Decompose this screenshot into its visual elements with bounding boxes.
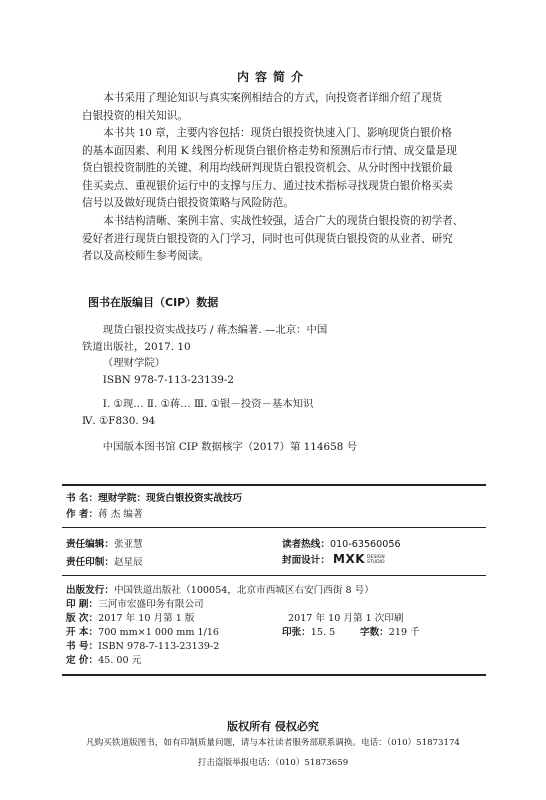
- cip-heading: 图书在版编目（CIP）数据: [88, 296, 219, 309]
- price-row: [66, 654, 141, 667]
- cip-number: [82, 439, 482, 456]
- format-value: 700 mm×1 000 mm 1/16: [98, 627, 220, 638]
- book-author-value: 蒋 杰 编著: [98, 509, 143, 520]
- format-label: 开 本：: [66, 627, 99, 638]
- printing-impression: 2017 年 10 月第 1 次印刷: [288, 613, 404, 624]
- publisher-row: [66, 584, 374, 597]
- cover-design-label: 封面设计：: [282, 554, 330, 566]
- mxk-design-studio-logo: [333, 553, 385, 566]
- cip-classification: [82, 396, 482, 429]
- cip-line: 铁道出版社，2017. 10: [82, 340, 191, 353]
- intro-paragraph-1: [82, 90, 466, 125]
- word-count-row: [360, 626, 420, 639]
- price-value: 45. 00 元: [98, 655, 142, 666]
- cip-line: Ⅰ. ①现… Ⅱ. ①蒋… Ⅲ. ①银－投资－基本知识: [102, 398, 314, 410]
- intro-line: 者以及高校师生参考阅读。: [82, 250, 210, 262]
- logo-text: MXK: [333, 552, 366, 566]
- copyright-notice: 版权所有 侵权必究: [227, 720, 319, 733]
- divider: [62, 575, 486, 576]
- intro-line: 本书采用了理论知识与真实案例相结合的方式，向投资者详细介绍了现货: [103, 92, 443, 104]
- sheets-row: [282, 626, 335, 639]
- sheets-label: 印张：: [282, 627, 311, 638]
- printing-row: [66, 556, 143, 569]
- intro-paragraph-2: [82, 125, 466, 213]
- printing-label: 责任印制：: [66, 557, 114, 568]
- isbn-label: 书 号：: [66, 641, 99, 652]
- cip-line: 中国版本图书馆 CIP 数据核字（2017）第 114658 号: [102, 441, 358, 453]
- sheets-value: 15. 5: [310, 627, 336, 638]
- intro-paragraph-3: [82, 213, 466, 266]
- piracy-hotline: 打击盗版举报电话：（010）51873659: [197, 758, 349, 768]
- book-title-label: 书 名：: [66, 493, 99, 504]
- cip-line: （理财学院）: [102, 357, 166, 369]
- printer-label: 印 刷：: [66, 599, 99, 610]
- hotline-label: 读者热线：: [282, 539, 330, 550]
- edition-label: 版 次：: [66, 613, 99, 624]
- hotline-value: 010-63560056: [329, 539, 401, 550]
- logo-subtext: DESIGN STUDIO: [367, 554, 385, 565]
- publisher-label: 出版发行：: [66, 585, 114, 596]
- cip-record: [82, 322, 482, 388]
- intro-line: 白银投资的相关知识。: [82, 109, 188, 122]
- cip-line: Ⅳ. ①F830. 94: [82, 414, 156, 427]
- word-count-label: 字数：: [360, 627, 389, 638]
- intro-line: 佳买卖点、重视银价运行中的支撑与压力、通过技术指标寻找现货白银价格买卖: [82, 179, 453, 192]
- printer-value: 三河市宏盛印务有限公司: [98, 599, 204, 610]
- intro-line: 本书结构清晰、案例丰富、实战性较强，适合广大的现货白银投资的初学者、: [103, 215, 464, 227]
- editor-value: 张亚慧: [113, 539, 143, 550]
- intro-line: 货白银投资制胜的关键、利用均线研判现货白银投资机会、从分时图中找银价最: [82, 162, 453, 174]
- isbn-row: [66, 640, 219, 653]
- cip-line: 现货白银投资实战技巧 / 蒋杰编著. —北京：中国: [102, 324, 328, 336]
- publisher-value: 中国铁道出版社（100054，北京市西城区右安门西街 8 号）: [113, 585, 374, 596]
- intro-line: 爱好者进行现货白银投资的入门学习，同时也可供现货白银投资的从业者、研究: [82, 232, 453, 245]
- quality-notice: 凡购买铁道版图书，如有印制质量问题，请与本社读者服务部联系调换。电话：（010）51873174: [86, 738, 460, 748]
- isbn-value: ISBN 978-7-113-23139-2: [98, 641, 220, 652]
- book-title-row: [66, 492, 242, 505]
- book-author-row: [66, 508, 143, 521]
- divider: [62, 674, 486, 676]
- price-label: 定 价：: [66, 655, 99, 666]
- word-count-value: 219 千: [388, 627, 420, 638]
- intro-line: 本书共 10 章，主要内容包括：现货白银投资快速入门、影响现货白银价格: [103, 127, 452, 139]
- printing-value: 赵星辰: [113, 557, 143, 568]
- editor-row: [66, 538, 143, 551]
- intro-line: 信号以及做好现货白银投资策略与风险防范。: [82, 197, 294, 209]
- edition-value: 2017 年 10 月第 1 版: [98, 613, 195, 624]
- hotline-row: [282, 538, 401, 551]
- intro-line: 的基本面因素、利用 K 线图分析现货白银价格走势和预测后市行情、成交量是现: [82, 144, 457, 157]
- cover-design-row: [282, 553, 385, 567]
- intro-title: 内容简介: [236, 70, 309, 84]
- divider: [62, 484, 486, 486]
- book-author-label: 作 者：: [66, 509, 99, 520]
- divider: [62, 527, 486, 528]
- book-title-value: 理财学院：现货白银投资实战技巧: [98, 493, 243, 504]
- editor-label: 责任编辑：: [66, 539, 114, 550]
- format-row: [66, 626, 219, 639]
- edition-row: [66, 612, 194, 625]
- cip-line: ISBN 978-7-113-23139-2: [102, 373, 235, 386]
- printer-row: [66, 598, 204, 611]
